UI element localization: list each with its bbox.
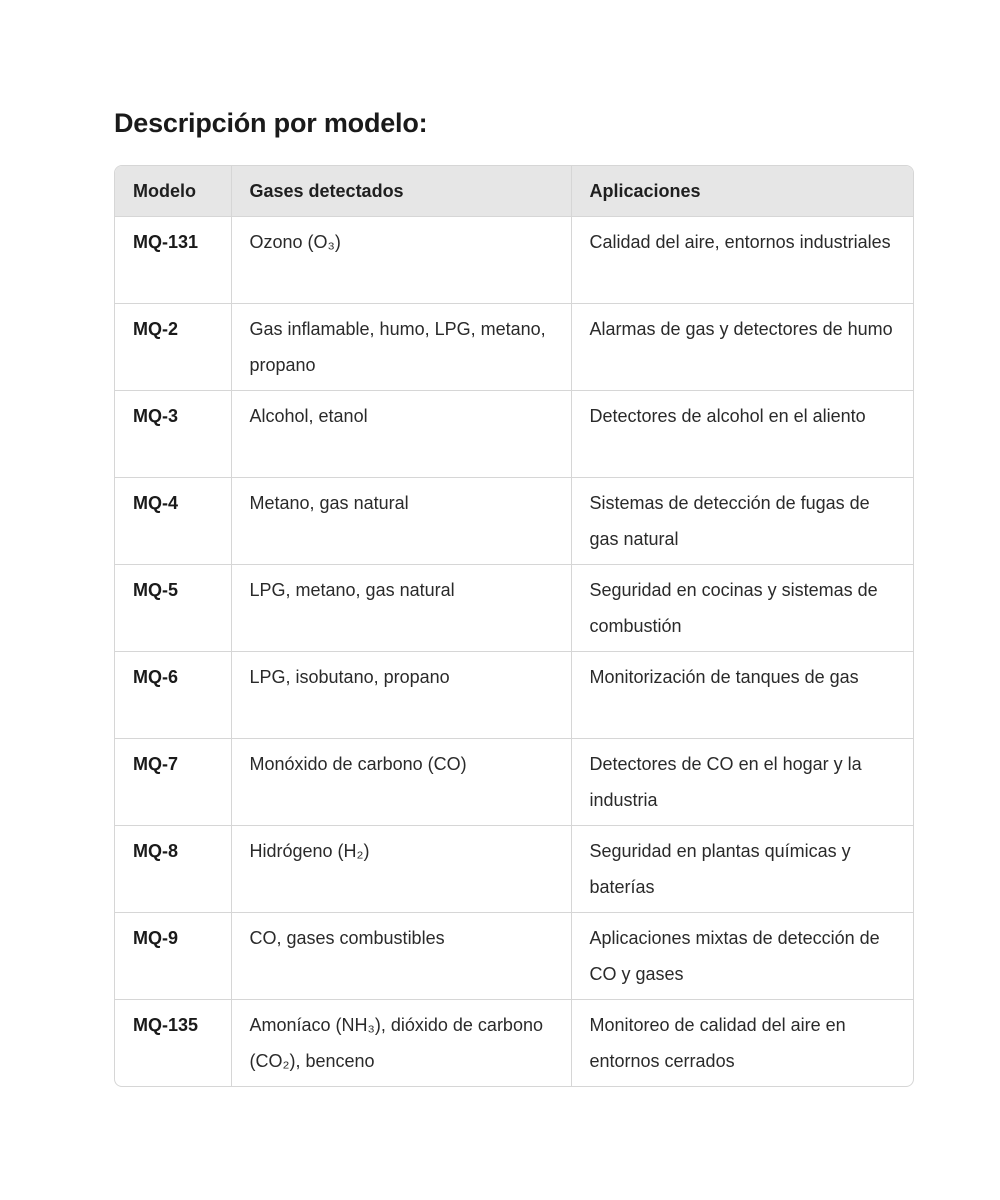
cell-gases: Hidrógeno (H₂) <box>231 826 571 913</box>
cell-applications: Monitorización de tanques de gas <box>571 652 913 739</box>
cell-model: MQ-4 <box>115 478 231 565</box>
table-row <box>115 478 913 565</box>
cell-gases: Ozono (O₃) <box>231 217 571 304</box>
table-row <box>115 565 913 652</box>
cell-applications: Calidad del aire, entornos industriales <box>571 217 913 304</box>
column-header-applications: Aplicaciones <box>571 166 913 217</box>
section-heading: Descripción por modelo: <box>114 108 428 138</box>
table-row <box>115 826 913 913</box>
cell-gases: Gas inflamable, humo, LPG, metano, propano <box>231 304 571 391</box>
table-row <box>115 652 913 739</box>
table-header-row <box>115 166 913 217</box>
cell-model: MQ-5 <box>115 565 231 652</box>
table-row <box>115 304 913 391</box>
cell-model: MQ-7 <box>115 739 231 826</box>
cell-applications: Detectores de alcohol en el aliento <box>571 391 913 478</box>
cell-model: MQ-131 <box>115 217 231 304</box>
table-row <box>115 391 913 478</box>
cell-applications: Seguridad en plantas químicas y baterías <box>571 826 913 913</box>
cell-model: MQ-135 <box>115 1000 231 1087</box>
column-header-gases: Gases detectados <box>231 166 571 217</box>
cell-model: MQ-2 <box>115 304 231 391</box>
table-row <box>115 739 913 826</box>
cell-applications: Seguridad en cocinas y sistemas de combustión <box>571 565 913 652</box>
table-row <box>115 217 913 304</box>
cell-gases: Metano, gas natural <box>231 478 571 565</box>
cell-gases: Monóxido de carbono (CO) <box>231 739 571 826</box>
cell-applications: Aplicaciones mixtas de detección de CO y gases <box>571 913 913 1000</box>
cell-model: MQ-9 <box>115 913 231 1000</box>
content <box>114 108 914 1087</box>
cell-applications: Sistemas de detección de fugas de gas natural <box>571 478 913 565</box>
cell-applications: Monitoreo de calidad del aire en entornos cerrados <box>589 1015 846 1071</box>
table-row <box>115 1000 913 1087</box>
sensor-table <box>115 166 913 1086</box>
cell-gases: CO, gases combustibles <box>231 913 571 1000</box>
sensor-table-container <box>114 165 914 1087</box>
cell-applications: Alarmas de gas y detectores de humo <box>571 304 913 391</box>
cell-model: MQ-6 <box>115 652 231 739</box>
cell-applications: Detectores de CO en el hogar y la industria <box>571 739 913 826</box>
column-header-model: Modelo <box>115 166 231 217</box>
cell-gases: Amoníaco (NH₃), dióxido de carbono (CO₂), benceno <box>231 1000 571 1087</box>
table-row <box>115 913 913 1000</box>
cell-gases: LPG, metano, gas natural <box>231 565 571 652</box>
cell-gases: Alcohol, etanol <box>231 391 571 478</box>
cell-model: MQ-8 <box>115 826 231 913</box>
cell-model: MQ-3 <box>115 391 231 478</box>
cell-gases: LPG, isobutano, propano <box>231 652 571 739</box>
